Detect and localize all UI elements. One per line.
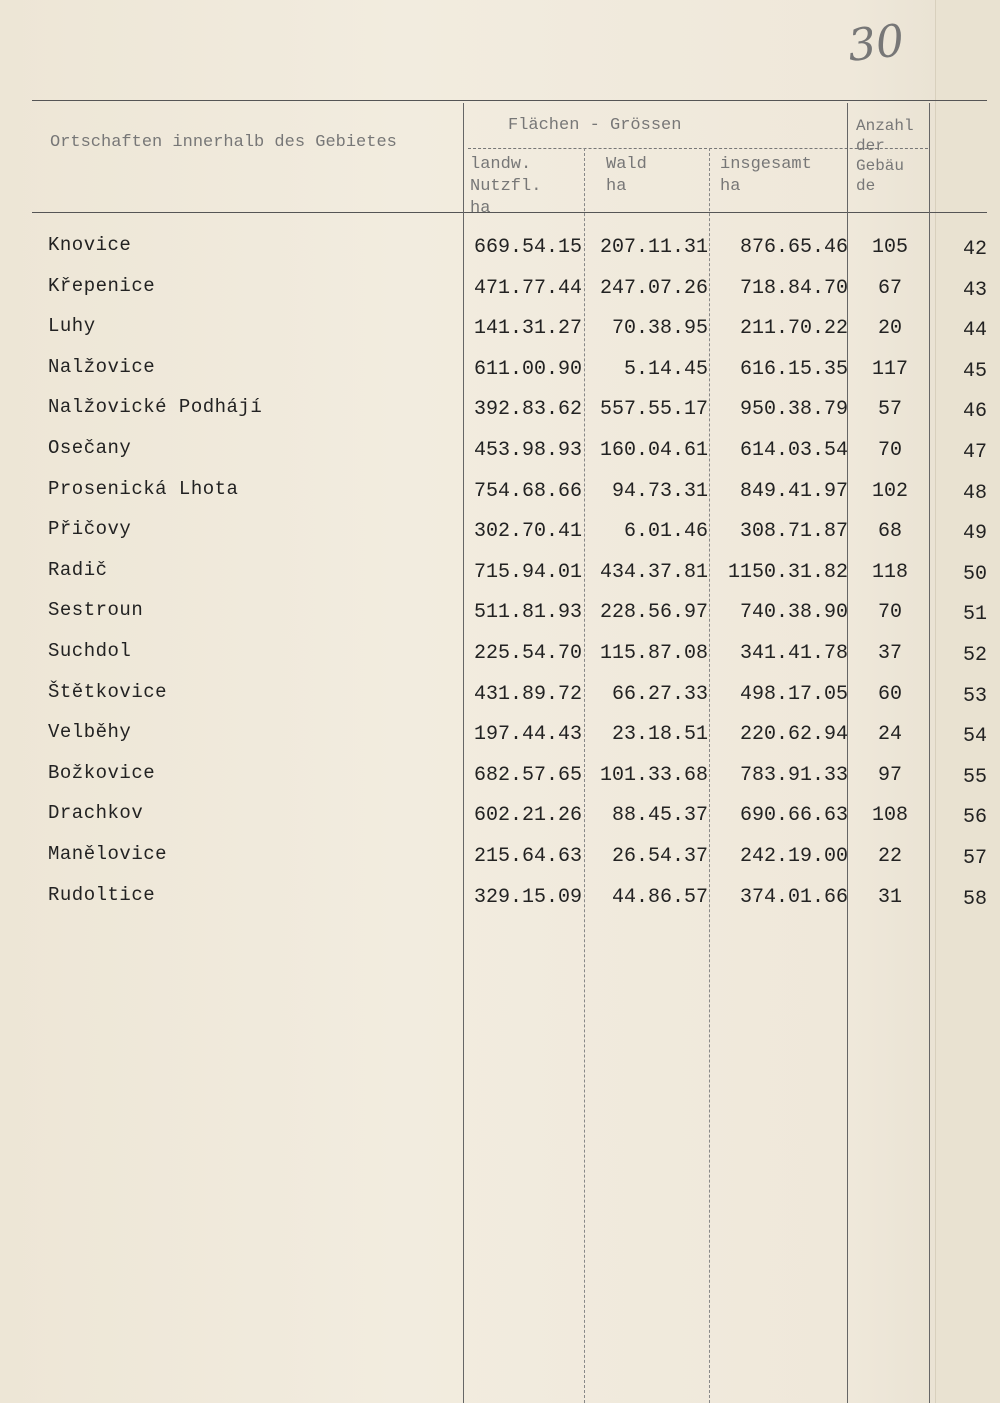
gebaude-count: 67	[877, 277, 902, 300]
header-anzahl: Anzahl der Gebäu de	[856, 117, 914, 195]
place-name: Suchdol	[48, 640, 132, 662]
place-name: Přičovy	[48, 518, 132, 540]
insgesamt-value: 308.71.87	[739, 520, 848, 543]
table-top-rule	[32, 100, 987, 101]
gebaude-count: 108	[871, 804, 908, 827]
gebaude-count: 97	[877, 764, 902, 787]
insgesamt-value: 616.15.35	[739, 358, 848, 381]
landw-value: 225.54.70	[473, 642, 582, 665]
wald-value: 247.07.26	[599, 277, 708, 300]
landw-value: 682.57.65	[473, 764, 582, 787]
wald-value: 115.87.08	[599, 642, 708, 665]
place-name: Radič	[48, 559, 108, 581]
place-name: Drachkov	[48, 802, 144, 824]
column-divider-1	[463, 103, 464, 1403]
adjacent-page-number: 54	[963, 725, 988, 748]
gebaude-count: 117	[871, 358, 908, 381]
landw-value: 215.64.63	[473, 845, 582, 868]
place-name: Sestroun	[48, 599, 144, 621]
adjacent-page-number: 45	[963, 360, 988, 383]
insgesamt-value: 498.17.05	[739, 683, 848, 706]
wald-value: 160.04.61	[599, 439, 708, 462]
insgesamt-value: 849.41.97	[739, 480, 848, 503]
gebaude-count: 70	[877, 439, 902, 462]
landw-value: 453.98.93	[473, 439, 582, 462]
landw-value: 392.83.62	[473, 398, 582, 421]
gebaude-count: 57	[877, 398, 902, 421]
wald-value: 101.33.68	[599, 764, 708, 787]
header-group-label: Flächen - Grössen	[508, 116, 682, 135]
insgesamt-value: 950.38.79	[739, 398, 848, 421]
insgesamt-value: 740.38.90	[739, 601, 848, 624]
landw-value: 669.54.15	[473, 236, 582, 259]
landw-value: 754.68.66	[473, 480, 582, 503]
place-name: Křepenice	[48, 275, 156, 297]
header-landw: landw. Nutzfl. ha	[470, 155, 542, 218]
adjacent-page-number: 49	[963, 522, 988, 545]
gebaude-count: 37	[877, 642, 902, 665]
landw-value: 511.81.93	[473, 601, 582, 624]
insgesamt-value: 718.84.70	[739, 277, 848, 300]
place-name: Božkovice	[48, 762, 156, 784]
gebaude-count: 20	[877, 317, 902, 340]
insgesamt-value: 690.66.63	[739, 804, 848, 827]
header-insgesamt: insgesamt ha	[720, 155, 812, 196]
wald-value: 94.73.31	[611, 480, 708, 503]
place-name: Rudoltice	[48, 884, 156, 906]
adjacent-page-number: 50	[963, 563, 988, 586]
insgesamt-value: 374.01.66	[739, 886, 848, 909]
insgesamt-value: 876.65.46	[739, 236, 848, 259]
wald-value: 44.86.57	[611, 886, 708, 909]
header-first-column: Ortschaften innerhalb des Gebietes	[50, 133, 397, 152]
landw-value: 302.70.41	[473, 520, 582, 543]
gebaude-count: 105	[871, 236, 908, 259]
landw-value: 431.89.72	[473, 683, 582, 706]
wald-value: 207.11.31	[599, 236, 708, 259]
landw-value: 715.94.01	[473, 561, 582, 584]
landw-value: 471.77.44	[473, 277, 582, 300]
insgesamt-value: 783.91.33	[739, 764, 848, 787]
insgesamt-value: 242.19.00	[739, 845, 848, 868]
column-divider-2	[584, 148, 585, 1403]
adjacent-page-number: 56	[963, 806, 988, 829]
gebaude-count: 118	[871, 561, 908, 584]
wald-value: 5.14.45	[623, 358, 708, 381]
place-name: Prosenická Lhota	[48, 478, 239, 500]
insgesamt-value: 220.62.94	[739, 723, 848, 746]
adjacent-page-number: 48	[963, 482, 988, 505]
column-divider-5	[929, 103, 930, 1403]
adjacent-page-number: 53	[963, 685, 988, 708]
wald-value: 228.56.97	[599, 601, 708, 624]
adjacent-page-number: 42	[963, 238, 988, 261]
place-name: Štětkovice	[48, 681, 168, 703]
place-name: Osečany	[48, 437, 132, 459]
place-name: Manělovice	[48, 843, 168, 865]
wald-value: 70.38.95	[611, 317, 708, 340]
place-name: Nalžovické Podhájí	[48, 396, 263, 418]
adjacent-page-number: 55	[963, 766, 988, 789]
wald-value: 26.54.37	[611, 845, 708, 868]
column-divider-3	[709, 148, 710, 1403]
landw-value: 602.21.26	[473, 804, 582, 827]
gebaude-count: 60	[877, 683, 902, 706]
header-wald: Wald ha	[606, 155, 647, 196]
landw-value: 197.44.43	[473, 723, 582, 746]
insgesamt-value: 1150.31.82	[727, 561, 848, 584]
place-name: Luhy	[48, 315, 96, 337]
landw-value: 329.15.09	[473, 886, 582, 909]
wald-value: 23.18.51	[611, 723, 708, 746]
insgesamt-value: 211.70.22	[739, 317, 848, 340]
gebaude-count: 102	[871, 480, 908, 503]
wald-value: 88.45.37	[611, 804, 708, 827]
place-name: Knovice	[48, 234, 132, 256]
adjacent-page-number: 58	[963, 888, 988, 911]
wald-value: 434.37.81	[599, 561, 708, 584]
insgesamt-value: 341.41.78	[739, 642, 848, 665]
gebaude-count: 24	[877, 723, 902, 746]
wald-value: 6.01.46	[623, 520, 708, 543]
landw-value: 611.00.90	[473, 358, 582, 381]
gebaude-count: 22	[877, 845, 902, 868]
wald-value: 557.55.17	[599, 398, 708, 421]
place-name: Nalžovice	[48, 356, 156, 378]
place-name: Velběhy	[48, 721, 132, 743]
gebaude-count: 68	[877, 520, 902, 543]
landw-value: 141.31.27	[473, 317, 582, 340]
adjacent-page-number: 51	[963, 603, 988, 626]
insgesamt-value: 614.03.54	[739, 439, 848, 462]
adjacent-page-number: 52	[963, 644, 988, 667]
gebaude-count: 70	[877, 601, 902, 624]
gebaude-count: 31	[877, 886, 902, 909]
adjacent-page-number: 46	[963, 400, 988, 423]
adjacent-page-number: 57	[963, 847, 988, 870]
adjacent-page-number: 44	[963, 319, 988, 342]
wald-value: 66.27.33	[611, 683, 708, 706]
adjacent-page-number: 47	[963, 441, 988, 464]
page-number: 30	[845, 15, 907, 72]
adjacent-page-number: 43	[963, 279, 988, 302]
